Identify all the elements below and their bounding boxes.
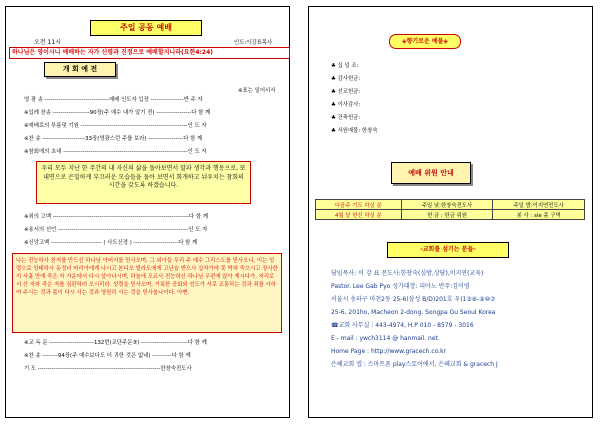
order-item: ※찬 송 ----------------------33장(영광스런 주를 보라) ------------------다 함 께 <box>24 136 203 142</box>
homepage-link[interactable]: Home Page : http://www.gracech.co.kr <box>331 348 447 355</box>
order-item: ※예배로의 부름및 기원 -------------------------------------------------------인 도 자 <box>24 123 207 129</box>
section-label: 개 회 예 전 <box>44 62 116 77</box>
info-line: 담임목사: 이 강 표 전도사:한창숙(심방,상담),이지연(교육) <box>331 270 484 277</box>
order-item: ※참회에의 초대 ----------------------------------------------------------------인 도 자 <box>24 149 207 155</box>
table-cell: 봉 사 : sie 좀 구역 <box>493 210 585 220</box>
offering-row <box>331 102 360 109</box>
guide-table <box>315 199 585 220</box>
email-line[interactable]: E - mail : ywch3114 @ hanmail. net. <box>331 335 440 342</box>
guide-title: 예배 위원 안내 <box>391 162 471 184</box>
church-staff-title: -교회를 섬기는 분들- <box>387 242 509 258</box>
info-line: 은혜교회 앱 : 스마트폰 play스토어에서, 은혜교회 & gracech J <box>331 361 498 368</box>
offering-row <box>331 115 360 122</box>
order-item: ※교 독 문 -----------------------132번(교단주문③) ------------------------다 함 께 <box>24 340 207 346</box>
club-icon: ♣ <box>331 115 336 121</box>
stand-note: ※표는 일어서서 <box>238 88 276 94</box>
info-line: 서울시 송파구 마천2동 25-6(삼성 B/D)201호 우)1③⑧-⑨⑩⑦ <box>331 296 496 303</box>
club-icon: ♣ <box>331 76 336 82</box>
table-cell: 다음주 기도 하실 분 <box>316 200 402 210</box>
service-time: 오전 11시 <box>34 39 61 46</box>
left-page <box>5 6 290 418</box>
order-item: ※입례 찬송 -------------------90장(주 예수 내가 알기 전) ------------------다 함 께 <box>24 110 211 116</box>
order-item: ※죄의 고백 ----------------------------------------------------------------------다 함 께 <box>24 214 208 220</box>
table-row <box>316 210 585 220</box>
order-item: ※용서의 선언 -------------------------------------------------------------------인 도 자 <box>24 227 208 233</box>
offering-label: 이사감사: <box>337 102 361 108</box>
info-line: 25-6, 201ho, Macheon 2-dong, Songpa Gu Seoul Korea <box>331 309 496 316</box>
order-item: 영 광 송 ---------------------------------예배 인도자 입장 -----------------반 주 자 <box>24 97 203 103</box>
offering-row <box>331 128 378 135</box>
service-leader: 인도:이강표목사 <box>234 40 273 46</box>
club-icon: ♣ <box>331 89 336 95</box>
order-item: 기 도 ---------------------------------------------------------------한창숙전도사 <box>24 366 192 372</box>
motto-banner: 하나님은 영이시니 예배하는 자가 신령과 진정으로 예배할지니라(요한4:24) <box>9 47 290 59</box>
offering-label: 감사헌금: <box>337 76 361 82</box>
service-title: 주일 공동 예배 <box>90 20 202 36</box>
club-icon: ♣ <box>331 128 336 134</box>
right-page <box>308 6 593 418</box>
table-row <box>316 200 585 210</box>
info-line: ☎교회 사무실 : 443-4974, H.P 010 - 8579 - 3016 <box>331 322 474 329</box>
offering-row <box>331 89 360 96</box>
order-item: ※찬 송 --------94장(주 예수보다도 더 귀한 것은 없네) ----------다 함 께 <box>24 353 191 359</box>
table-cell: 주일 낮:한창숙전도사 <box>401 200 493 210</box>
offering-label: 선교헌금: <box>337 89 361 95</box>
offering-row <box>331 63 358 70</box>
table-cell: 헌 금 : 한금 위원 <box>401 210 493 220</box>
offering-title: ◈향기로운 예물◈ <box>389 34 461 49</box>
offering-label: 건축헌금: <box>337 115 361 121</box>
confession-box: 우리 모두 지난 한 주간의 내 자신의 삶을 돌아보면서 말과 생각과 행동으로, 또 내면으로 은밀하게 부끄러운 모습들을 돌아 보면서 회개하고 뉘우치는 참회의 시간을 갖도록 하겠습니다. <box>36 161 251 204</box>
club-icon: ♣ <box>331 102 336 108</box>
table-cell: 4월 달 헌신 하실 분 <box>316 210 402 220</box>
info-line: Pastor. Lee Gab Pyo 성가대장: 피아노 반주:김미영 <box>331 283 470 290</box>
offering-label: 서원예물: 한창숙 <box>337 128 378 134</box>
club-icon: ♣ <box>331 63 336 69</box>
offering-label: 십 일 조: <box>337 63 359 69</box>
offering-row <box>331 76 360 83</box>
table-cell: 주일 밤:이지연전도사 <box>493 200 585 210</box>
creed-box: 나는 전능하사 천지를 만드신 하나님 아버지를 믿사오며, 그 외아들 우리 주 예수 그리스도를 믿사오니, 이는 성령으로 잉태하사 동정녀 마리아에게 나시고 본디오 빌라도에게 고난을 받으사 십자가에 못 박혀 죽으시고 장사한지 사흘 만에 죽은 자 가운데서 다시 살아나시며, 하늘에 오르사 전능하신 하나님 우편에 앉아 계시다가, 저리로서 산 자와 죽은 자를 심판하러 오시리라. 성령을 믿사오며, 거룩한 공회와 성도가 서로 교통하는 것과 죄를 사하여 주시는 것과 몸이 다시 사는 것과 영원히 사는 것을 믿사옵나이다. 아멘. <box>12 253 282 333</box>
order-item: ※신앙고백 -------------------------- ( 사도신경 ) -----------------------다 함 께 <box>24 240 198 246</box>
